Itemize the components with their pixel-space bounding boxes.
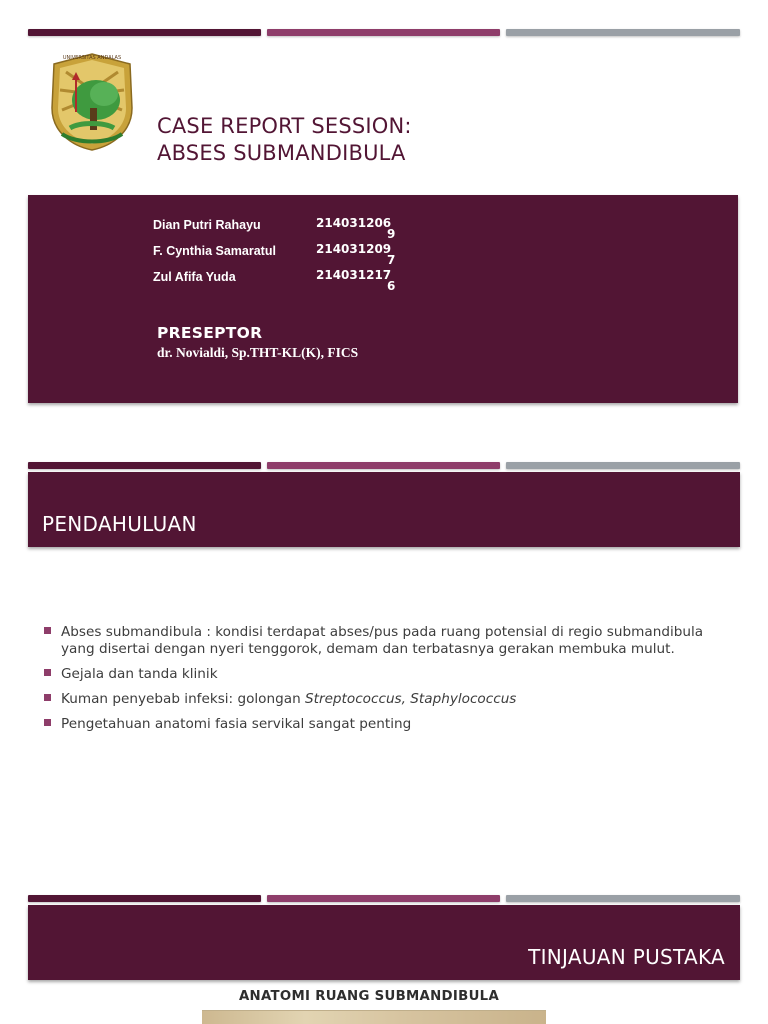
accent-stripe-grey: [506, 462, 740, 469]
bullet-square-icon: [44, 669, 51, 676]
list-item: [44, 691, 724, 708]
author-id: [316, 270, 396, 292]
title-line-2: ABSES SUBMANDIBULA: [157, 141, 406, 165]
author-name: Dian Putri Rahayu: [153, 218, 261, 232]
bullet-square-icon: [44, 694, 51, 701]
bullet-text-italic: Streptococcus, Staphylococcus: [305, 691, 517, 707]
anatomy-image: [202, 1010, 546, 1024]
preceptor-name: dr. Novialdi, Sp.THT-KL(K), FICS: [157, 345, 359, 360]
author-id-main: 214031206: [316, 216, 392, 230]
svg-text:UNIVERSITAS ANDALAS: UNIVERSITAS ANDALAS: [62, 55, 122, 61]
section-heading: TINJAUAN PUSTAKA: [528, 945, 725, 969]
bullet-text: Pengetahuan anatomi fasia servikal sangat penting: [61, 716, 412, 732]
author-id: [316, 244, 396, 266]
preceptor-label: PRESEPTOR: [157, 324, 263, 342]
list-item: [44, 716, 724, 733]
accent-stripe-magenta: [267, 895, 500, 902]
accent-stripe-dark: [28, 895, 261, 902]
bullet-square-icon: [44, 627, 51, 634]
accent-stripe-dark: [28, 462, 261, 469]
author-id-wrap: 6: [387, 279, 396, 293]
author-name: Zul Afifa Yuda: [153, 270, 236, 284]
accent-stripe-dark: [28, 29, 261, 36]
bullet-text: Gejala dan tanda klinik: [61, 666, 218, 682]
author-id: [316, 218, 396, 240]
slide-title: [157, 113, 412, 167]
bullet-list: [44, 624, 724, 741]
section-subheading: ANATOMI RUANG SUBMANDIBULA: [238, 989, 500, 1004]
title-line-1: CASE REPORT SESSION:: [157, 114, 412, 138]
section-heading: PENDAHULUAN: [42, 512, 197, 536]
author-id-wrap: 7: [387, 253, 396, 267]
author-id-main: 214031217: [316, 268, 392, 282]
accent-stripe-grey: [506, 895, 740, 902]
university-crest-icon: [46, 50, 138, 152]
bullet-text: Kuman penyebab infeksi: golongan: [61, 691, 306, 707]
author-id-wrap: 9: [387, 227, 396, 241]
author-name: F. Cynthia Samaratul: [153, 244, 276, 258]
accent-stripe-magenta: [267, 29, 500, 36]
author-id-main: 214031209: [316, 242, 392, 256]
bullet-square-icon: [44, 719, 51, 726]
list-item: [44, 666, 724, 683]
list-item: [44, 624, 724, 658]
accent-stripe-magenta: [267, 462, 500, 469]
bullet-text: Abses submandibula : kondisi terdapat abses/pus pada ruang potensial di regio submandibula yang disertai dengan nyeri tenggorok, demam dan terbatasnya gerakan membuka mulut.: [61, 624, 704, 657]
accent-stripe-grey: [506, 29, 740, 36]
